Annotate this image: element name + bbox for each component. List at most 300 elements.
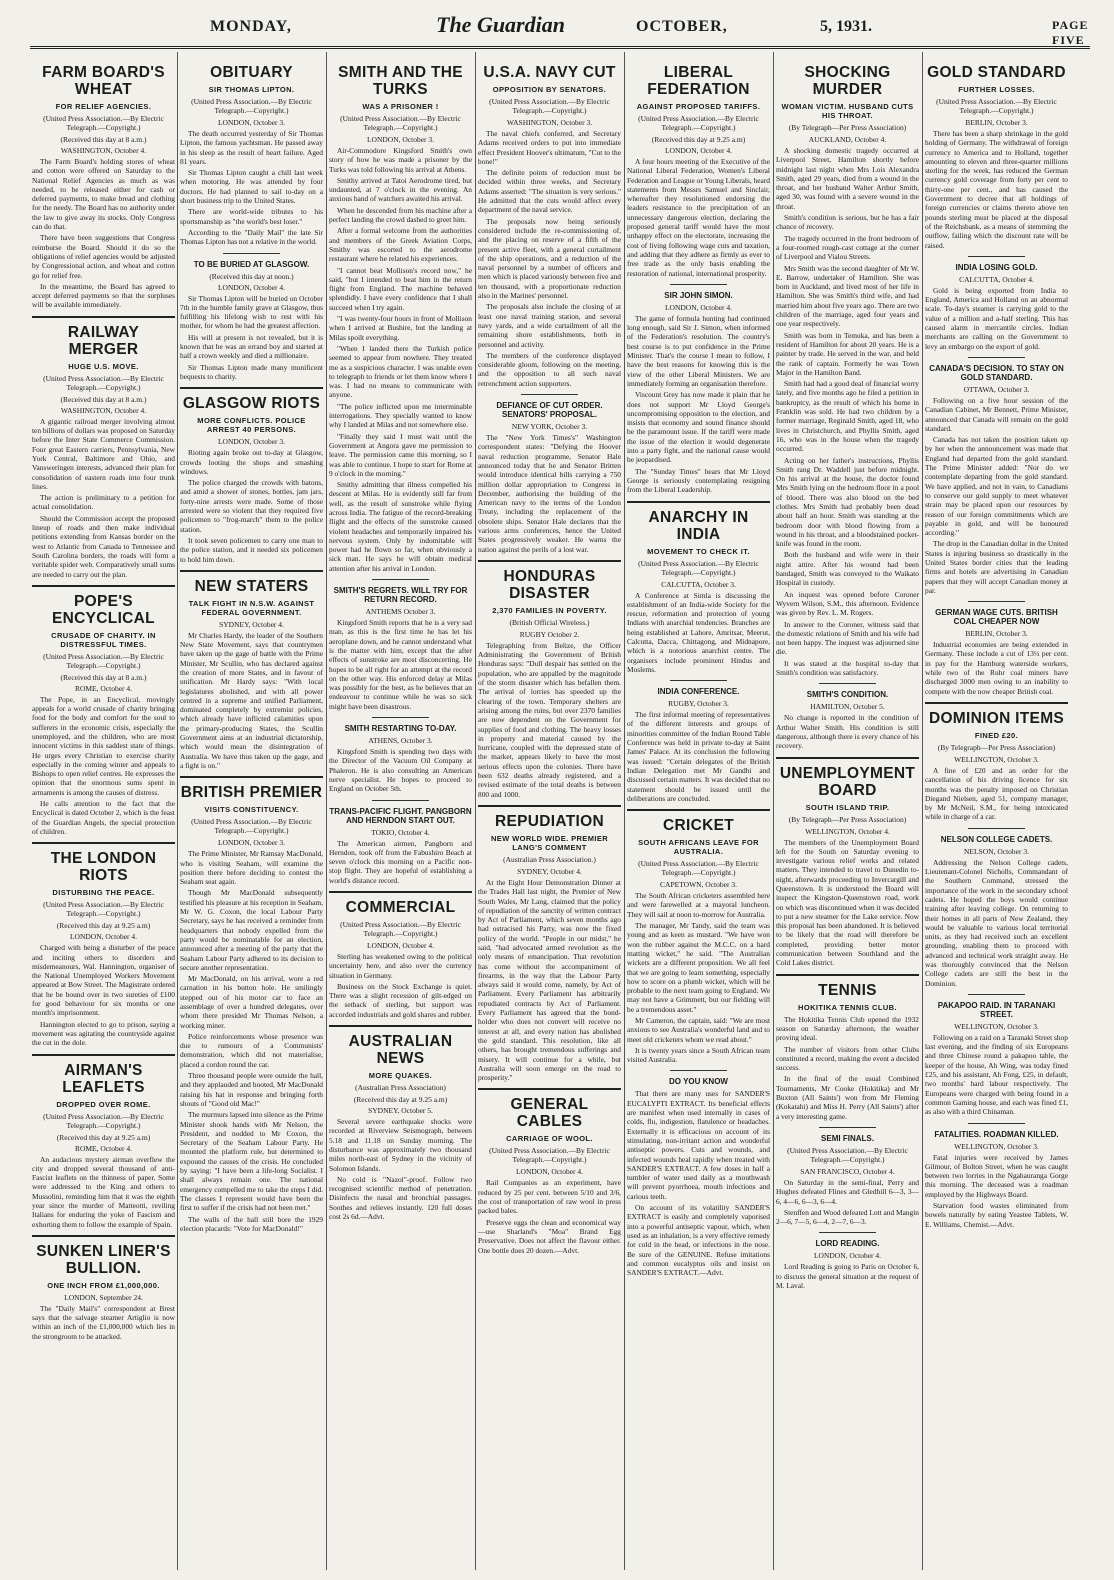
article-dateline: ANTHEMS October 3. [365,607,436,617]
article-subheading: DEFIANCE OF CUT ORDER. SENATORS' PROPOSAL. [496,401,603,420]
article-dateline: NELSON, October 3. [964,846,1029,856]
article-subheading: NELSON COLLEGE CADETS. [940,834,1053,844]
article-headline: FARM BOARD'S WHEAT [42,64,165,98]
article-subheading: SMITH RESTARTING TO-DAY. [344,724,457,734]
article-paragraph: His will at present is not revealed, but it is known that he was an errand boy and started at half a crown weekly and died a millionaire. [180,332,323,361]
article [925,64,1068,250]
article-source: (United Press Association.—By Electric Telegraph.—Copyright.) [191,817,312,836]
article-subheading: CARRIAGE OF WOOL. [506,1134,593,1144]
article-paragraph: Kingsford Smith reports that he is a very sad man, as this is the first time he has let his aeroplane down, and he cannot understand what is the matter with him, except that the after effects of sunstroke are most disconcerting. He hopes to be all right for an attempt at the record on the other way. His enforced delay at Milas was possibly for the best, as he believes that an endeavour to continue while he was so sick might have been disastrous. [329,618,472,711]
article-source: (United Press Association.—By Electric Telegraph.—Copyright.) [638,114,759,132]
article-paragraph: "I was twenty-four hours in front of Mollison when I arrived at Bushire, but the landing at Milas spoilt everything. [329,314,472,342]
subsection-divider [968,994,1025,995]
subsection-divider [968,828,1025,829]
article-subheading: SEMI FINALS. [821,1133,874,1143]
article [925,357,1068,595]
article-source: (United Press Association.—By Electric Telegraph.—Copyright.) [43,900,164,919]
article-divider [180,570,323,572]
article-paragraph: In answer to the Coroner, witness said that the domestic relations of Smith and his wife had not been happy. The inquest was adjourned sine die. [776,619,919,657]
article-subheading: LORD READING. [815,1239,880,1249]
article-dateline: LONDON, October 4. [813,1251,882,1261]
article-paragraph: Sir Thomas Lipton will be buried on October 7th in the humble family grave at Glasgow, thus fulfilling his lifelong wish to rest with his mother, for whom he had the greatest affection. [180,293,323,331]
article-divider [478,805,621,807]
article-headline: OBITUARY [210,64,293,81]
article-paragraph: Starvation food wastes eliminated from bowels naturally by eating Yeastee Tablets, W. E. Williams, Chemist.—Advt. [925,1201,1068,1229]
article-divider [32,316,175,318]
article-subheading: FOR RELIEF AGENCIES. [55,102,152,111]
article-paragraph: According to the "Daily Mail" the late Sir Thomas Lipton has not a relative in the world. [180,227,323,247]
article-dateline: LONDON, October 3. [366,135,435,144]
article-paragraph: Rail Companies as an experiment, have reduced by 25 per cent. between 5/10 and 3/6, the cost of transportation of raw wool in press packed bales. [478,1178,621,1216]
article-paragraph: Hannington elected to go to prison, saying a movement was agitating the countryside against the cut in the dole. [32,1019,175,1048]
article-dateline: SYDNEY, October 4. [219,619,284,629]
masthead-rule [30,46,1090,49]
article-dateline: LONDON, October 4. [366,941,435,950]
article-paragraph: There has been a sharp shrinkage in the gold holding of Germany. The withdrawal of foreign currency to America and to Holland, together amounting to eleven and three-quarter millions sterling for the week, has reduced the German currency gold coverage from forty per cent to thirty-one per cent., and has caused the Government to decree that all holdings of foreign currencies or claims thereto above ten pounds sterling must be placed at the disposal of the Reichsbank, as a means of stemming the outflow, failing which the discount rate will be raised. [925,129,1068,250]
article [329,800,472,885]
article-headline: DOMINION ITEMS [928,709,1065,727]
article-headline: BRITISH PREMIER [180,784,323,802]
masthead [0,0,1114,46]
article-dateline: LONDON, October 4. [664,146,733,155]
article-paragraph: Industrial economies are being extended in Germany. These include a cut of 13½ per cent. in pay for the Hamburg waterside workers, while two of the Ruhr coal miners have discharged 3000 men owing to an inability to compete with the now cheaper British coal. [925,640,1068,696]
article-headline: AUSTRALIAN NEWS [348,1033,453,1068]
article-headline: U.S.A. NAVY CUT [483,64,616,81]
article-received-time: (Received this day at noon.) [209,271,294,281]
article-paragraph: The walls of the hall still bore the 1929 election placards: "Vote for MacDonald!" [180,1214,323,1233]
article-dateline: RUGBY, October 3. [668,699,729,709]
article-subheading: MOVEMENT TO CHECK IT. [647,546,750,556]
column-separator [475,52,476,1570]
article-paragraph: "Finally they said I must wait until the Government at Angora gave me permission to leave. The permission came this morning, so I was able to continue. I hope to start for Rome at 9 o'clock in the morning." [329,431,472,478]
article-received-time: (Received this day at 8 a.m.) [60,672,147,682]
article-paragraph: Smithy admitting that illness compelled his descent at Milas. He is evidently still far from well, as the result of sunstroke while flying across India. The fatigue of the record-breaking flight and the effects of the sunstroke caused violent headaches and temporarily impaired his nervous system. Only by indomitable will power had he flown so far, when obviously a sick man. He says he will obtain medical attention after his arrival in London. [329,480,472,573]
article-paragraph: Both the husband and wife were in their night attire. After his wound had been bandaged, Smith was conveyed to the Waikato Hospital in custody. [776,550,919,588]
article-source: (Australian Press Association.) [503,854,596,864]
article-dateline: HAMILTON, October 5. [810,702,885,712]
article-paragraph: The Pope, in an Encyclical, movingly appeals for a world crusade of charity bringing food for the body and comfort for the soul to sufferers in the economic crisis, especially the unemployed, and the children, who are most innocent victims in this saddest state of things. He urges every Christian to exercise charity especially in the coming winter and appeals to Bishops to open relief centres. He expresses the opinion that the enormous sums spent in armaments is among the causes of distress. [32,694,175,797]
article-paragraph: Air-Commodore Kingsford Smith's own story of how he was made a prisoner by the Turks was told following his arrival at Athens. [329,146,472,174]
article [32,64,175,310]
article-source: (United Press Association.—By Electric Telegraph.—Copyright.) [489,97,610,115]
article-dateline: OTTAWA, October 3. [963,384,1030,394]
article-paragraph: Following on a raid on a Taranaki Street shop last evening, and the finding of six Europeans and three Chinese round a pakapoo table, the keeper of the house, Ah Wing, was today fined £25, and his assistant, Ah Fong, £25, in default, two months' hard labour respectively. The Europeans were charged with being found in a common Gaming house, and each was fined £1, as also with a third Chinaman. [925,1032,1068,1117]
article-paragraph: Stenffen and Wood defeated Lott and Mangin 2—6, 7—5, 6—4, 2—7, 6—3. [776,1207,919,1227]
article-dateline: ATHENS, October 3. [368,736,433,746]
subsection-divider [819,1232,876,1233]
article-subheading: MORE CONFLICTS. POLICE ARREST 40 PERSONS. [197,416,306,435]
article-subheading: TO BE BURIED AT GLASGOW. [193,259,310,269]
article-subheading: ONE INCH FROM £1,000,000. [47,1280,160,1290]
article-subheading: SIR JOHN SIMON. [664,290,733,300]
article [776,1232,919,1290]
subsection-divider [968,601,1025,602]
article-subheading: OPPOSITION BY SENATORS. [492,85,607,94]
article-subheading: SOUTH ISLAND TRIP. [805,802,890,812]
article-dateline: LONDON, October 3. [217,437,286,447]
masthead-day: MONDAY, [210,18,292,35]
article-dateline: WASHINGTON, October 4. [60,146,147,155]
article [329,1025,472,1221]
masthead-page-number: PAGE FIVE [1052,18,1089,47]
article-paragraph: The death occurred yesterday of Sir Thomas Lipton, the famous yachtsman. He passed away in his sleep as the result of heart failure. Aged 81 years. [180,129,323,166]
subsection-divider [670,680,727,681]
subsection-divider [670,1070,727,1071]
article-paragraph: At the Eight Hour Demonstration Dinner at the Trades Hall last night, the Premier of New South Wales, Mr Lang, claimed that the policy of repudiation of the sanctity of written contract by Act of Parliament, which seven months ago had ostracised his Party, was now the fixed policy of the world. "People in our midst," he said, "had advocated armed revolution as the only means of emancipation. That revolution has come without the accompaniment of firearms, in the way that the Labour Party always said it would come, namely, by Act of Parliament. Every Parliament has arbitrarily repudiated contracts by Act of Parliament. Every Parliament has agreed that the bond-holder who does not convert will receive no interest at all, and every nation has abolished the gold standard. This resolution, like all others, has brought tremendous sufferings and misery. It will continue for a while, but Australia will soon emerge on the road to prosperity." [478,877,621,1083]
article-paragraph: Charged with being a disturber of the peace and inciting others to disorders and misdemeanours, Wal. Hannington, organiser of the National Unemployed Workers Movement appeared at Bow Street. The Magistrate ordered that he be bound over in two sureties of £100 for good behaviour for six months or one month's imprisonment. [32,943,175,1018]
article-paragraph: In the meantime, the Board has agreed to accept deferred payments so that the surpluses will be available immediately. [32,281,175,310]
article-dateline: LONDON, October 4. [217,282,286,292]
subsection-divider [670,284,727,285]
article-received-time: (Received this day at 9.25 a.m) [353,1095,448,1105]
article-headline: AIRMAN'S LEAFLETS [62,1061,145,1096]
article-paragraph: No cold is "Nazol"-proof. Follow two recognised scientific method of penetration. Disinfects the nasal and bronchial passages. Soothes and relieves instantly. 120 full doses cost 2s 6d.—Advt. [329,1174,472,1222]
article-divider [329,891,472,893]
article-paragraph: He calls attention to the fact that the Encyclical is dated October 2, which is the feast of the Guardian Angels, the special protection of children. [32,799,175,836]
article-paragraph: The American airmen, Pangborn and Herndon, took off from the Fabushiro Beach at seven o'clock this morning on a Pacific non-stop flight. They are hopeful of establishing a world's distance record. [329,838,472,885]
masthead-month: OCTOBER, [636,18,728,35]
article-subheading: HOKITIKA TENNIS CLUB. [798,1002,897,1012]
article-dateline: LONDON, October 3. [217,118,286,127]
article-dateline: AUCKLAND, October 4. [808,135,887,144]
column-7 [925,58,1068,1568]
article-subheading: SIR THOMAS LIPTON. [208,85,295,94]
article-headline: ANARCHY IN INDIA [648,508,749,543]
article-headline: REPUDIATION [495,812,604,830]
article-source: (United Press Association.—By Electric Telegraph.—Copyright.) [191,97,312,115]
article [776,974,919,1121]
article-dateline: SAN FRANCISCO, October 4. [800,1166,895,1176]
article [329,891,472,1019]
column-5 [627,58,770,1568]
article-paragraph: The number of visitors from other Clubs constituted a record, making the event a decided success. [776,1044,919,1073]
article-dateline: WELLINGTON, October 3. [954,1141,1039,1151]
article-subheading: INDIA LOSING GOLD. [955,262,1038,272]
article [925,1123,1068,1229]
article-paragraph: The members of the Unemployment Board left for the South on Saturday evening to investigate various relief works and related matters. They intended to travel to Dunedin to-night, afterwards proceeding to Invercargill and Queenstown. It is understood the Board will inspect the Kingston-Queenstown road, work on which was discontinued when it was decided to put a new steamer for the Lake service. Now this proposal has been abandoned. It is believed to be likely that the road will therefore be completed, providing better motor communication between Southland and the Cold Lakes district. [776,837,919,968]
article-paragraph: Mr MacDonald, on his arrival, wore a red carnation in his button hole. He smilingly stepped out of his motor car to face an assemblage of over a hundred delegates, over whom there presided Mr Thomas Nelson, a working miner. [180,974,323,1030]
article-paragraph: An audacious mystery airman overflew the city and dropped several thousand of anti-Fascist leaflets on the thinness of paper. Some were addressed to the King and others to Mussolini, reminding him that it was the eighth year since the murder of Matteotti, reviling Italians for enduring the yoke of Fascism and exhorting them to follow the example of Spain. [32,1154,175,1229]
article-dateline: CALCUTTA, October 4. [959,274,1034,284]
article [180,387,323,564]
article-paragraph: A Conference at Simla is discussing the establishment of an India-wide Society for the rescue, reformation and protection of young Indians with anarchial tendencies. Branches are being established at Lahore, Amritsar, Meerut, Calcutta, Dacca, Chittagong, and Midnapore, which is a notorious anarchist centre. The organisers include prominent Hindus and Moslems. [627,590,770,674]
article-paragraph: The "Daily Mail's" correspondent at Brest says that the salvage steamer Artiglio is now within an inch of the £1,000,000 which lies in the strongroom to be attacked. [32,1303,175,1341]
article-subheading: DO YOU KNOW [669,1077,728,1087]
article [925,702,1068,822]
article [925,601,1068,696]
article-source: (By Telegraph—Per Press Association) [788,814,907,824]
article-headline: HONDURAS DISASTER [503,567,596,602]
article [627,284,770,495]
article-paragraph: Following on a five hour session of the Canadian Cabinet, Mr Bennett, Prime Minister, announced that Canada will remain on the gold standard. [925,395,1068,433]
article-paragraph: There have been suggestions that Congress reimburse the Board. Should it do so the obligations of relief agencies would be adjusted by Congressional action, and wheat and cotton go for relief free. [32,233,175,280]
article-paragraph: Lord Reading is going to Paris on October 6, to discuss the general situation at the request of M. Laval. [776,1262,919,1291]
article-paragraph: Should the Commission accept the proposed lineup of roads and then make individual petitions extending from Kansas border on the west to Atlantic from Canada to Tennessee and South Carolina borders, the roads will form a veritable spider web. Comparatively small sums are needed to carry out the plan. [32,513,175,579]
column-separator [624,52,625,1570]
article-received-time: (Received this day at 8 a.m.) [60,135,147,144]
article [776,757,919,968]
article [329,717,472,793]
article-headline: COMMERCIAL [345,899,456,916]
subsection-divider [372,579,429,580]
article-dateline: SYDNEY, October 4. [517,866,582,876]
article-source: (United Press Association.—By Electric Telegraph.—Copyright.) [43,373,164,392]
article-source: (By Telegraph—Per Press Association) [937,742,1056,752]
article [478,805,621,1083]
article [180,776,323,1233]
article-source: (United Press Association.—By Electric Telegraph.—Copyright.) [43,1111,164,1130]
column-separator [177,52,178,1570]
article-subheading: DROPPED OVER ROME. [56,1099,151,1109]
article-paragraph: Mrs Smith was the second daughter of Mr W. E. Barrow, undertaker of Hamilton. She was born in Auckland, and lived most of her life in Hamilton. She was Smith's third wife, and had married him about five years ago. There are two children of the marriage, aged four years and one year respectively. [776,263,919,329]
article [32,316,175,579]
article-paragraph: Acting on her father's instructions, Phyllis Smith rang Dr. Waddell just before midnight. On his arrival at the house, the doctor found Mrs Smith lying on the bedroom floor in a pool of blood. There was also blood on the bed clothes. Mrs Smith had probably been dead about half an hour. Smith was standing at the bedroom door with blood flowing from a wound in his throat, and a bloodstained pocket-knife was found in the room. [776,455,919,549]
column-6 [776,58,919,1568]
article-dateline: CAPETOWN, October 3. [660,880,737,890]
article-paragraph: That there are many uses for SANDER'S EUCALYPTI EXTRACT. Its beneficial effects are manifest when used internally in cases of colds, flu, indigestion, flatulence or headaches. Externally it is efficacious on account of its stimulating, non-irritant action and wonderful antiseptic powers. Cuts and wounds, and infected wounds heal rapidly when treated with SANDER'S EXTRACT. A few doses in half a tumbler of water used daily as a mouthwash will prevent pyorrhoea, mouth infections and carious teeth. [627,1089,770,1201]
article-source: (United Press Association.—By Electric Telegraph.—Copyright.) [43,114,164,132]
article-paragraph: The Hokitika Tennis Club opened the 1932 season on Saturday afternoon, the weather proving ideal. [776,1014,919,1043]
article-source: (United Press Association.—By Electric Telegraph.—Copyright.) [43,651,164,670]
article-paragraph: The members of the conference displayed considerable gloom, following on the meeting, and the opposition to all such naval retrenchment action supporters. [478,350,621,388]
article-divider [32,1054,175,1056]
article-paragraph: The tragedy occurred in the front bedroom of a four-roomed rough-cast cottage at the corner of Liverpool and Vialou Streets. [776,233,919,262]
column-4 [478,58,621,1568]
article-paragraph: It was stated at the hospital to-day that Smith's condition was satisfactory. [776,658,919,678]
article-paragraph: Smith was born in Temuka, and has been a resident of Hamilton for about 20 years. He is a painter by trade. He served in the war, and held the rank of captain. Formerly he was Town Major in the Hamilton Band. [776,330,919,377]
article-paragraph: Addressing the Nelson College cadets, Lieutenant-Colonel Nicholls, Commandant of the Southern Command, stressed the importance of the work in the secondary school cadets. He hoped the boys would continue training after leaving college. On returning to their homes in all parts of New Zealand, they would be valuable to various local territorial units, as they had received such an excellent grounding, enabling them to proceed with advanced and technical work straight away. He was thoroughly convinced that the Nelson College cadets are still the best in the Dominion. [925,857,1068,988]
article-dateline: NEW YORK, October 3. [511,422,588,432]
article-headline: LIBERAL FEDERATION [647,64,750,98]
article [32,585,175,836]
article-divider [32,1235,175,1237]
article [329,579,472,711]
masthead-title: The Guardian [436,12,565,37]
article-paragraph: Kingsford Smith is spending two days with the Director of the Vacuum Oil Company at Phaleron. He is also consulting an American nerve specialist. He hopes to proceed to England on October 5th. [329,747,472,794]
article-source: (United Press Association.—By Electric Telegraph.—Copyright.) [489,1146,610,1165]
article [32,1235,175,1341]
column-2 [180,58,323,1568]
article-divider [180,387,323,389]
article-dateline: WASHINGTON, October 3. [506,118,593,127]
article-source: (United Press Association.—By Electric Telegraph.—Copyright.) [638,558,759,577]
article-subheading: SMITH'S CONDITION. [806,690,889,700]
article-source: (United Press Association.—By Electric Telegraph.—Copyright.) [638,859,759,878]
article-subheading: MORE QUAKES. [368,1071,433,1081]
article [32,842,175,1047]
article-paragraph: Gold is being exported from India to England, America and Holland on an abnormal scale. To-day's steamer is carrying gold to the value of a million and a-half sterling. This has caused alarm in mercantile circles. Indian merchants are calling on the Government to levy an embargo on the export of gold. [925,285,1068,351]
article [627,501,770,675]
article-paragraph: Mr Cameron, the captain, said: "We are most anxious to see Australia's wonderful land and to meet old cricketers whom we read about." [627,1016,770,1044]
article-subheading: TALK FIGHT IN N.S.W. AGAINST FEDERAL GOVERNMENT. [188,598,315,617]
article-dateline: WASHINGTON, October 4. [60,405,147,415]
article-received-time: (Received this day at 9.25 a.m) [651,135,746,144]
article-paragraph: A fine of £20 and an order for the cancellation of his driving licence for six months was the penalty imposed on Christian Diegand Nielsen, aged 51, company manager, by Mr McNeil, S.M., for being intoxicated while in charge of a car. [925,765,1068,822]
article-paragraph: There are world-wide tributes to his sportsmanship as "the world's best loser." [180,207,323,226]
article-headline: GENERAL CABLES [510,1096,589,1131]
article-divider [32,585,175,587]
article [478,394,621,554]
subsection-divider [223,253,280,254]
article [180,253,323,382]
article-paragraph: The first informal meeting of representatives of the different interests and groups of minorities committee of the Indian Round Table Conference was held in private to-day at Saint James' Palace. At its conclusion the following was issued: "Certain delegates of the British Indian Delegation met Mr Gandhi and discussed certain matters. It was decided that no statement should be issued until the deliberations are concluded. [627,710,770,803]
column-separator [326,52,327,1570]
article-paragraph: The police charged the crowds with batons, and amid a shower of stones, bottles, jam jars, forty-nine arrests were made. Some of those arrested were so violent that they required five policemen to "frog-march" them to the police station. [180,478,323,534]
article-paragraph: On account of its volatility SANDER'S EXTRACT is easily and completely vaporised into a powerful antiseptic vapour, which, when used as an inhalation, is a very effective remedy for cold in the head, or infections in the nose. Be sure of the GENUINE. Refuse imitations and common eucalyptus oils and insist on SANDER'S EXTRACT.—Advt. [627,1203,770,1278]
article-dateline: LONDON, October 4. [664,302,733,312]
article-paragraph: After a formal welcome from the authorities and members of the Greek Aviation Corps, Smithy was escorted to the aerodrome restaurant where he related his experiences. [329,226,472,264]
article [180,570,323,770]
article-paragraph: A shocking domestic tragedy occurred at Liverpool Street, Hamilton shortly before midnight last night when Mrs Lois Alexandra Smith, aged 29 years, died from a wound in the throat, and her husband Walter Arthur Smith, aged 30, was found with a severe wound in the throat. [776,146,919,211]
article-divider [627,809,770,811]
article-paragraph: The definite points of reduction must be decided within three weeks, and Secretary Adams asserted: "The situation is very serious." He admitted that the cuts would affect every department of the naval service. [478,168,621,215]
article-paragraph: The "New York Times's" Washington correspondent states: "Defying the Hoover naval reduction programme, Senator Hale announced today that he and Senator Britten would introduce identical bills carrying a 750 million dollar appropriation to Congress in December, authorising the building of the American navy to the terms of the London Treaty, including the replacement of the obsolete ships. Senator Hale declares that the various arms conferences, hence the United States progressively weaker. He warns the nation against the perils of a lost war. [478,433,621,554]
article-source: (United Press Association.—By Electric Telegraph.—Copyright.) [936,97,1057,115]
article [776,64,919,677]
article-subheading: DISTURBING THE PEACE. [52,888,155,898]
article-headline: SMITH AND THE TURKS [338,64,463,98]
article-paragraph: The game of formula hunting had continued long enough, said Sir J. Simon, when informed of the Federation's resolution. The country's best course is to put confidence in the Prime Minister. That's the course I mean to follow, I have the best reasons for knowing this is the view of the other Liberal Ministers. We are immediately forming an organisation therefore. [627,313,770,388]
article-divider [776,757,919,759]
article-headline: NEW STATERS [194,577,309,595]
article-received-time: (Received this day at 8 a.m.) [60,394,147,404]
article-headline: TENNIS [818,981,877,999]
article-paragraph: Sir Thomas Lipton made many munificent bequests to charity. [180,362,323,381]
article-paragraph: Smithy arrived at Tatoi Aerodrome tired, but undaunted, at 7 o'clock in the evening. An anxious band of watchers awaited his arrival. [329,175,472,204]
article-dateline: LONDON, September 24. [64,1292,143,1302]
article-subheading: PAKAPOO RAID. IN TARANAKI STREET. [937,1000,1056,1019]
article-received-time: (Received this day at 9.25 a.m) [56,1132,151,1142]
article [627,64,770,278]
article-headline: THE LONDON RIOTS [50,850,157,885]
article-dateline: LONDON, October 4. [69,932,138,942]
article-paragraph: Though Mr MacDonald subsequently testified his pleasure at his reception in Seaham, Mr W. G. Coxon, the local Labour Party Secretary, says he has received a reminder from headquarters that nobody expelled from the party would be nominatable for an election, announced after a meeting of the party that the Seaham Labour Party adhered to its decision to secure another representation. [180,888,323,972]
article-paragraph: Canada has not taken the position taken up by her when the announcement was made that England had departed from the gold standard. The Prime Minister added: "Nor do we contemplate departing from the gold standard. We have applied, and not in vain, to Canadians to conserve our gold supply to meet whatever strain may be placed upon our resources by reason of our foreign commitments which are payable in gold, and will be honoured according." [925,435,1068,538]
article-headline: SHOCKING MURDER [804,64,891,98]
article-dateline: CALCUTTA, October 3. [661,579,736,589]
article-paragraph: When he descended from his machine after a perfect landing the crowd dashed to greet him. [329,205,472,225]
article-paragraph: "The police inflicted upon me interminable interrogations. They specially wanted to know why I landed at Milas and not somewhere else. [329,401,472,430]
article-paragraph: Mr Charles Hardy, the leader of the Southern New State Movement, says that countrymen have taken up the gage of battle with the Prime Minister, Mr Scullin, who has declared against the creation of more States, and in favour of unification. Mr Hardy says: "With local legislatures abolished, and with all power centred in a supreme and unified Parliament, dominated completely by extremist policies, which already have inflicted calamities upon the primary-producing States, the Scullin Government aims at an industrial dictatorship, which would mean the disintegration of Australia. We have thus taken up the gage, and a fight is on." [180,630,323,770]
subsection-divider [968,1123,1025,1124]
article-paragraph: "I cannot beat Mollison's record now," he said, "but I intended to beat him in the return flight from England. The machine behaved splendidly. I have every confidence that I shall succeed when I try again. [329,265,472,312]
article-subheading: CRUSADE OF CHARITY. IN DISTRESSFUL TIMES. [51,630,156,649]
article-divider [627,501,770,503]
article-paragraph: Three thousand people were outside the hall, and they applauded and hooted, Mr MacDonald raising his hat in response and bringing forth shouts of "Good old Mac!" [180,1071,323,1108]
article-divider [925,702,1068,704]
article-paragraph: On Saturday in the semi-final, Perry and Hughes defeated Flines and Gledhill 6—3, 3—6, 4—6, 6—3, 6—4. [776,1177,919,1206]
article-paragraph: Telegraphing from Belize, the Officer Administrating the Government of British Honduras says: "Dull despair has settled on the population, who are appalled by the magnitude of the storm disaster which has befallen them. The arrival of lorries has speeded up the clearing of the town. Temporary shelters are arising among the ruins, but over 2370 families are now dependent on the Government for supplies of food and clothing. The heavy losses in property and material caused by the hurricane, coupled with the depressed state of the market, appears likely to have the most serious effects upon the colonies. There have been 632 deaths already registered, and a revised estimate of the total deaths is between 800 and 1000. [478,640,621,799]
article [925,256,1068,351]
article-paragraph: "When I landed there the Turkish police seemed to appear from nowhere. They treated me as a suspicious character. I was unable even to telegraph to friends or let them know where I was. I had no means to communicate with anyone. [329,343,472,400]
article-paragraph: It is twenty years since a South African team visited Australia. [627,1045,770,1065]
article-paragraph: The proposals now being seriously considered include the re-commissioning of, and the placing on reserve of a fifth of the present active fleet, with a general curtailment of the ship operations, and a reduction of the naval personnel by a number of officers and men which is placed variously between five and ten thousand, with a proportionate reduction also in the Marines' personnel. [478,216,621,301]
article-paragraph: Smith's condition is serious, but he has a fair chance of recovery. [776,213,919,232]
article-dateline: LONDON, October 3. [217,838,286,848]
article-headline: SUNKEN LINER'S BULLION. [36,1242,171,1277]
article-paragraph: The proposals also include the closing of at least one naval training station, and several navy yards, and a wide curtailment of all the remaining shore establishments, both in personnel and activity. [478,302,621,349]
article-subheading: GERMAN WAGE CUTS. BRITISH COAL CHEAPER NOW [935,608,1058,627]
article [478,560,621,799]
article-subheading: FINED £20. [974,730,1019,740]
subsection-divider [372,717,429,718]
article-divider [478,1088,621,1090]
article-subheading: CANADA'S DECISION. TO STAY ON GOLD STANDARD. [929,363,1064,382]
article-divider [180,776,323,778]
article-paragraph: The murmurs lapsed into silence as the Prime Minister shook hands with Mr Nelson, the President, and nodded to Mr Coxon, the Secretary of the Seaham Labour Party. He mounted the platform rule, but determined to expound the causes of the crisis. He concluded by saying: "I have been a life-long Socialist. I shall always remain one. The national emergency compelled me to take the steps I did. The classes I represent would have been the first to suffer if the crisis had not been met." [180,1110,323,1213]
article-source: (British Official Wireless.) [509,617,590,627]
article-dateline: ROME, October 4. [74,683,133,693]
masthead-date: 5, 1931. [820,18,872,35]
article-paragraph: Sterling has weakened owing to the political uncertainty here, and also over the currency situation in Germany. [329,952,472,980]
article [627,1070,770,1277]
article-paragraph: It took seven policemen to carry one man to the police station, and it needed six policemen to hold him down. [180,535,323,564]
article-subheading: INDIA CONFERENCE. [657,687,740,697]
article-dateline: BERLIN, October 3. [965,629,1028,639]
article-subheading: HUGE U.S. MOVE. [68,361,139,371]
article-headline: CRICKET [663,817,734,835]
article-headline: POPE'S ENCYCLICAL [52,592,155,627]
article-headline: RAILWAY MERGER [67,323,140,358]
article-divider [776,974,919,976]
article [627,680,770,803]
article-divider [329,1025,472,1027]
article-source: (United Press Association.—By Electric Telegraph.—Copyright.) [340,114,461,132]
article [925,994,1068,1117]
article-paragraph: Business on the Stock Exchange is quiet. There was a slight recession of gilt-edged on the setback of sterling, but support was accorded industrials and gold shares and rubber. [329,981,472,1019]
article-divider [32,842,175,844]
article-paragraph: No change is reported in the condition of Arthur Walter Smith. His condition is still dangerous, although there is every chance of his recovery. [776,713,919,751]
article-subheading: SOUTH AFRICANS LEAVE FOR AUSTRALIA. [638,838,759,857]
article-dateline: WELLINGTON, October 3. [954,754,1039,764]
article-paragraph: Smith had had a good deal of financial worry lately, and five months ago he filed a petition in bankruptcy, as the result of which his home in Franklin was sold. He had two children by a former marriage, Reginald Smith, aged 18, who lives in Christchurch, and Phyllis Smith, aged 16, who was in the house when the tragedy occurred. [776,379,919,454]
article-paragraph: Fatal injuries were received by James Gilmour, of Bolton Street, when he was caught between two lorries in the Ngahauranga Gorge this morning. The deceased was a roadman employed by the Highways Board. [925,1152,1068,1199]
article [627,809,770,1064]
article [776,683,919,750]
article-subheading: FURTHER LOSSES. [958,85,1035,94]
article-paragraph: The drop in the Canadian dollar in the United States is injuring business so drastically in the United States border cities that the leading firms and hotels are advertising in Canadian papers that they will accept Canadian money at par. [925,539,1068,595]
article [180,64,323,247]
article-received-time: (Received this day at 9.25 a.m) [56,921,151,931]
article-paragraph: The "Sunday Times" hears that Mr Lloyd George is seriously contemplating resigning from the Liberal Leadership. [627,466,770,495]
article-dateline: WELLINGTON, October 4. [805,826,890,836]
article-subheading: TRANS-PACIFIC FLIGHT. PANGBORN AND HERNDON START OUT. [329,806,472,825]
article-source: (Australian Press Association) [355,1083,446,1093]
article-source: (United Press Association.—By Electric Telegraph.—Copyright.) [340,920,461,938]
article-subheading: WAS A PRISONER ! [362,102,439,111]
article-dateline: RUGBY October 2. [519,629,580,639]
article [925,828,1068,988]
article-dateline: BERLIN, October 3. [965,118,1028,127]
article-subheading: FATALITIES. ROADMAN KILLED. [934,1129,1059,1139]
article-paragraph: The Farm Board's holding stores of wheat and cotton were offered on Saturday to the National Relief Agencies as much as was needed, to be released either for cash or deferred payments, to make bread and clothing for the needy. The Board has no authority under the law to give away its stocks. Only Congress can do that. [32,157,175,232]
article-headline: GOLD STANDARD [927,64,1066,81]
article-paragraph: Rioting again broke out to-day at Glasgow, crowds looting the shops and smashing windows. [180,448,323,476]
article-paragraph: The naval chiefs conferred, and Secretary Adams received orders to put into immediate effect President Hoover's ultimatum, "Cut to the bone!" [478,129,621,166]
article-headline: GLASGOW RIOTS [182,395,321,413]
article-dateline: LONDON, October 4. [515,1167,584,1177]
article-paragraph: The South African cricketers assembled here and were farewelled at a mayoral luncheon. They will sail at noon to-morrow for Australia. [627,891,770,919]
article-paragraph: The Prime Minister, Mr Ramsay MacDonald, who is visiting Seaham, will examine the position there before deciding to contest the Seaham seat again. [180,849,323,887]
article [478,1088,621,1254]
article-paragraph: A four hours meeting of the Executive of the National Liberal Federation, Women's Liberal Federation and League or Young Liberals, heard statements from Messrs Samuel and Sinclair, whereafter they resolutioned endorsing the leaders resistance to the precipitation of an unnecessary dangerous election, declaring the proposed general tariff would have the most unhappy effect on the electorate, increasing the cost of living following wage cuts and taxation, and adding that they adhere as firmly as ever to free trade as the only basis enabling the restoration of national, international prosperity. [627,157,770,278]
article-dateline: WELLINGTON, October 3. [954,1021,1039,1031]
article-paragraph: The action is preliminary to a petition for actual consolidation. [32,493,175,512]
article-paragraph: The manager, Mr Tandy, said the team was young and as keen as mustard. "We have won won the rubber against the M.C.C. on a hard matting wicket," he said. "The Australian wickets are a different proposition. We all feel that we are going to learn something, especially how to score on a plumb wicket, which will be probable to the next team going to England. We may not have a Grimmett, but our fielding will be a tremendous asset." [627,921,770,1014]
subsection-divider [372,800,429,801]
article [478,64,621,388]
article-paragraph: A gigantic railroad merger involving almost ten billions of dollars was proposed on Saturday before the Inter State Commerce Commission. Four great Eastern carriers, Pennsylvania, New York Central, Baltimore and Ohio, and Vansweringen interests, advanced their plan for consolidation of eastern roads into four trunk lines. [32,416,175,491]
